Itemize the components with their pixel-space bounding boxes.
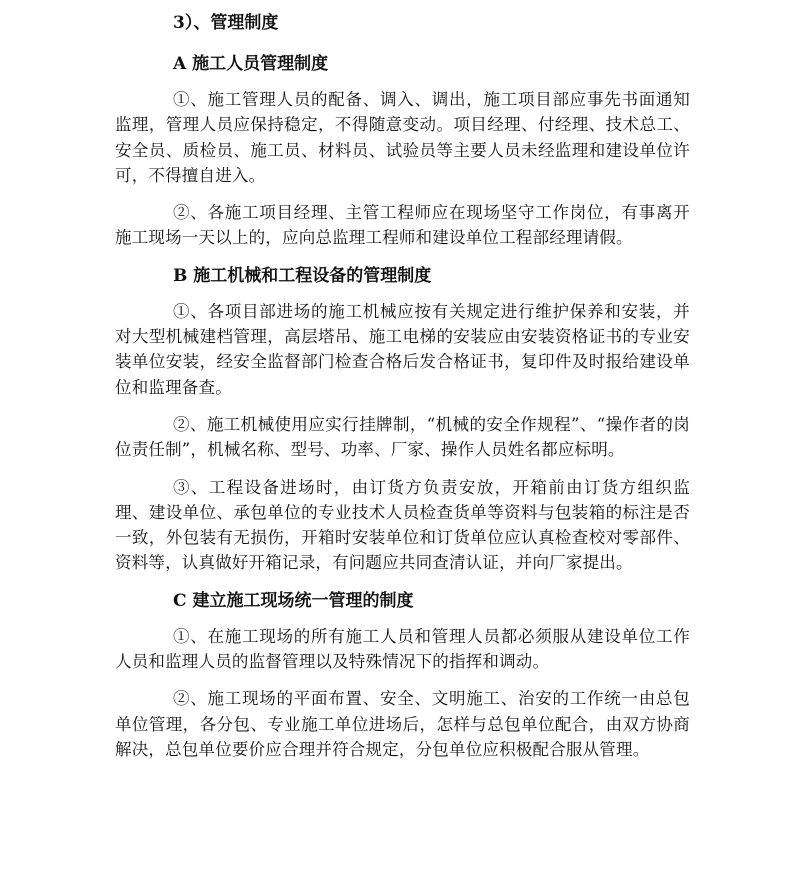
subsection-title-b: B 施工机械和工程设备的管理制度 [173, 265, 432, 286]
paragraph-c2: ②、施工现场的平面布置、安全、文明施工、治安的工作统一由总包单位管理，各分包、专业施工单位进场后，怎样与总包单位配合，由双方协商解决，总包单位要价应合理并符合规定，分包单位应积极配合服从管理。 [115, 689, 690, 759]
paragraph-b1: ①、各项目部进场的施工机械应按有关规定进行维护保养和安装，并对大型机械建档管理，高层塔吊、施工电梯的安装应由安装资格证书的专业安装单位安装，经安全监督部门检查合格后发合格证书，复印件及时报给建设单位和监理备查。 [115, 301, 690, 397]
subsection-title-c: C 建立施工现场统一管理的制度 [173, 590, 414, 611]
paragraph-b2: ②、施工机械使用应实行挂牌制，“机械的安全作规程”、“操作者的岗位责任制”，机械名称、型号、功率、厂家、操作人员姓名都应标明。 [115, 414, 690, 460]
paragraph-b3: ③、工程设备进场时，由订货方负责安放，开箱前由订货方组织监理、建设单位、承包单位的专业技术人员检查货单等资料与包装箱的标注是否一致，外包装有无损伤，开箱时安装单位和订货单位应认真检查校对零部件、资料等，认真做好开箱记录，有问题应共同查清认证，并向厂家提出。 [115, 477, 690, 573]
section-title: 3）、管理制度 [173, 13, 279, 33]
paragraph-a1: ①、施工管理人员的配备、调入、调出，施工项目部应事先书面通知监理，管理人员应保持稳定，不得随意变动。项目经理、付经理、技术总工、安全员、质检员、施工员、材料员、试验员等主要人员未经监理和建设单位许可，不得擅自进入。 [115, 90, 690, 185]
subsection-title-a: A 施工人员管理制度 [173, 54, 329, 74]
paragraph-a2: ②、各施工项目经理、主管工程师应在现场坚守工作岗位，有事离开施工现场一天以上的，应向总监理工程师和建设单位工程部经理请假。 [115, 203, 690, 248]
document-body [115, 10, 690, 774]
paragraph-c1: ①、在施工现场的所有施工人员和管理人员都必须服从建设单位工作人员和监理人员的监督管理以及特殊情况下的指挥和调动。 [115, 626, 690, 672]
